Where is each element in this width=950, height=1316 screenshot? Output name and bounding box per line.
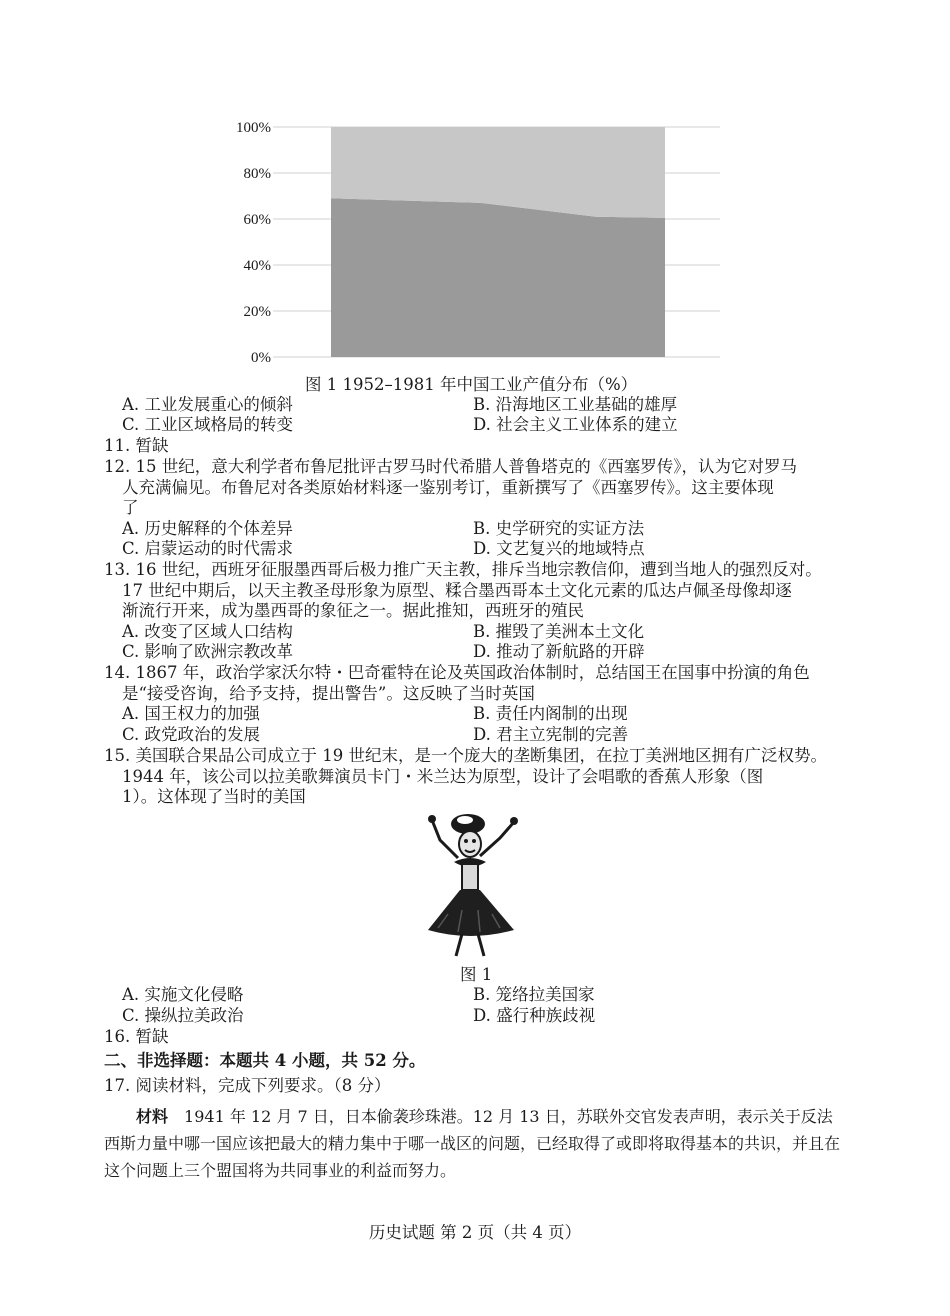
q10-option-c[interactable]: C. 工业区域格局的转变 xyxy=(122,415,294,434)
chart-areas xyxy=(331,127,665,357)
q14-stem-line-1: 14. 1867 年，政治学家沃尔特・巴奇霍特在论及英国政治体制时，总结国王在国事中扮演的角色 xyxy=(104,663,810,682)
q14-option-b[interactable]: B. 责任内阁制的出现 xyxy=(473,704,628,723)
chart-caption: 图 1 1952–1981 年中国工业产值分布（%） xyxy=(305,375,638,394)
y-tick-label: 80% xyxy=(243,166,271,182)
q11-placeholder: 11. 暂缺 xyxy=(104,436,169,455)
q16-placeholder: 16. 暂缺 xyxy=(104,1027,169,1046)
q17-material xyxy=(104,1103,844,1184)
y-tick-label: 40% xyxy=(243,258,271,274)
area-series-1 xyxy=(331,198,665,357)
q15-stem-line-2: 1944 年，该公司以拉美歌舞演员卡门・米兰达为原型，设计了会唱歌的香蕉人形象（图 xyxy=(122,767,764,786)
y-tick-label: 60% xyxy=(243,212,271,228)
q10-option-d[interactable]: D. 社会主义工业体系的建立 xyxy=(473,415,678,434)
industry-output-area-chart xyxy=(215,110,735,372)
q10-option-b[interactable]: B. 沿海地区工业基础的雄厚 xyxy=(473,395,678,414)
q12-option-c[interactable]: C. 启蒙运动的时代需求 xyxy=(122,539,294,558)
q13-stem-line-3: 渐流行开来，成为墨西哥的象征之一。据此推知，西班牙的殖民 xyxy=(122,601,584,620)
q13-option-a[interactable]: A. 改变了区域人口结构 xyxy=(122,622,293,641)
q14-option-a[interactable]: A. 国王权力的加强 xyxy=(122,704,260,723)
q15-option-a[interactable]: A. 实施文化侵略 xyxy=(122,985,244,1004)
y-axis-ticks xyxy=(236,120,271,366)
q15-option-d[interactable]: D. 盛行种族歧视 xyxy=(473,1006,596,1025)
q12-option-d[interactable]: D. 文艺复兴的地域特点 xyxy=(473,539,645,558)
q15-option-c[interactable]: C. 操纵拉美政治 xyxy=(122,1006,244,1025)
y-tick-label: 100% xyxy=(236,120,271,136)
banana-figure-illustration xyxy=(418,810,528,960)
q12-stem-line-2: 人充满偏见。布鲁尼对各类原始材料逐一鉴别考订，重新撰写了《西塞罗传》。这主要体现 xyxy=(122,478,774,497)
q13-stem-line-2: 17 世纪中期后，以天主教圣母形象为原型、糅合墨西哥本土文化元素的瓜达卢佩圣母像却逐 xyxy=(122,581,792,600)
q14-stem-line-2: 是“接受咨询，给予支持，提出警告”。这反映了当时英国 xyxy=(122,684,535,703)
q15-figure-caption: 图 1 xyxy=(460,965,493,984)
q10-option-a[interactable]: A. 工业发展重心的倾斜 xyxy=(122,395,293,414)
q17-stem: 17. 阅读材料，完成下列要求。（8 分） xyxy=(104,1076,391,1095)
q14-option-d[interactable]: D. 君主立宪制的完善 xyxy=(473,725,629,744)
q15-stem-line-1: 15. 美国联合果品公司成立于 19 世纪末，是一个庞大的垄断集团，在拉丁美洲地区拥有广泛权势。 xyxy=(104,746,827,765)
q12-stem-line-1: 12. 15 世纪，意大利学者布鲁尼批评古罗马时代希腊人普鲁塔克的《西塞罗传》，认为它对罗马 xyxy=(104,457,797,476)
q14-option-c[interactable]: C. 政党政治的发展 xyxy=(122,725,261,744)
q15-option-b[interactable]: B. 笼络拉美国家 xyxy=(473,985,595,1004)
y-tick-label: 20% xyxy=(243,304,271,320)
material-label: 材料 xyxy=(136,1107,169,1126)
q13-option-c[interactable]: C. 影响了欧洲宗教改革 xyxy=(122,642,294,661)
q13-stem-line-1: 13. 16 世纪，西班牙征服墨西哥后极力推广天主教，排斥当地宗教信仰，遭到当地人的强烈反对。 xyxy=(104,560,822,579)
q13-option-b[interactable]: B. 摧毁了美洲本土文化 xyxy=(473,622,645,641)
y-tick-label: 0% xyxy=(251,350,271,366)
q12-option-a[interactable]: A. 历史解释的个体差异 xyxy=(122,519,293,538)
q12-option-b[interactable]: B. 史学研究的实证方法 xyxy=(473,519,645,538)
q13-option-d[interactable]: D. 推动了新航路的开辟 xyxy=(473,642,645,661)
q12-stem-line-3: 了 xyxy=(122,498,139,517)
q15-stem-line-3: 1）。这体现了当时的美国 xyxy=(122,787,306,806)
material-text: 1941 年 12 月 7 日，日本偷袭珍珠港。12 月 13 日，苏联外交官发表声明，表示关于反法西斯力量中哪一国应该把最大的精力集中于哪一战区的问题，已经取得了或即将取得基本的共识，并且在这个问题上三个盟国将为共同事业的利益而努力。 xyxy=(104,1107,841,1180)
section-2-heading: 二、非选择题：本题共 4 小题，共 52 分。 xyxy=(104,1051,426,1070)
page-footer: 历史试题 第 2 页（共 4 页） xyxy=(368,1223,582,1242)
